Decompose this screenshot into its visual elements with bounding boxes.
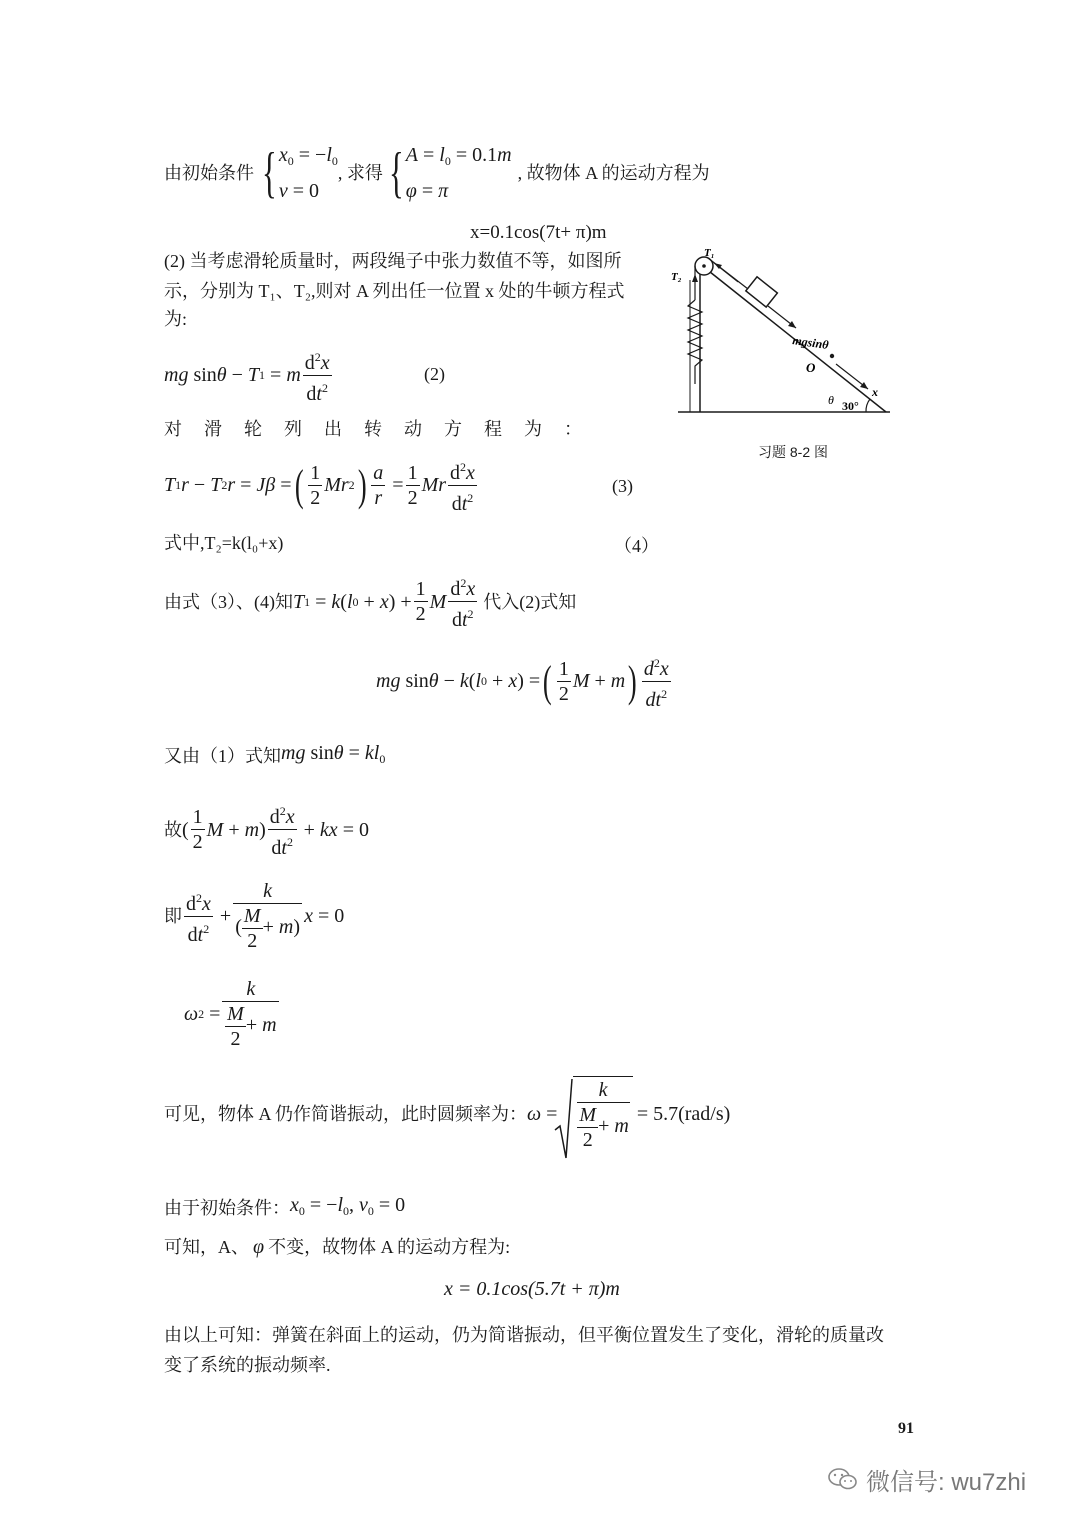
paragraph-2-line-1: (2) 当考虑滑轮质量时，两段绳子中张力数值不等，如图所	[164, 251, 622, 271]
page-number: 91	[898, 1420, 914, 1437]
phase-line-suffix: 不变，故物体 A 的运动方程为:	[268, 1237, 511, 1257]
tension-t2-line: 式中,T₂=k(l₀+x)	[164, 533, 284, 553]
init-condition-line	[164, 138, 710, 208]
omega-squared: ω 2 = k $\frac{M}{2}$ + m	[184, 978, 281, 1050]
solve-text: , 求得	[337, 163, 383, 183]
phase-line-prefix: 可知，A、	[164, 1237, 249, 1257]
left-brace: {	[388, 142, 404, 204]
combined-eq-line	[164, 572, 576, 631]
motion-equation-1: x=0.1cos(7t+ π)m	[470, 222, 607, 243]
combined-eq-suffix: 代入(2)式知	[483, 591, 577, 612]
conclusion-line-1: 由以上可知：弹簧在斜面上的运动，仍为简谐振动，但平衡位置发生了变化，滑轮的质量改	[164, 1325, 884, 1345]
label-x: x	[872, 385, 878, 399]
init-condition-system: $x_0 = -l_0$ v = 0	[278, 144, 338, 202]
equation-number-2: (2)	[424, 364, 445, 384]
label-t2: T₂	[671, 271, 682, 283]
angle-arc	[866, 399, 870, 412]
therefore-equation: 故 ( $\frac{1}{2}$ M + m ) $\frac{d^2x}{dt^2}$ + kx = 0	[164, 800, 369, 859]
equation-number-3: (3)	[612, 476, 633, 496]
label-angle: 30°	[842, 399, 859, 413]
combined-eq-prefix: 由式（3）、(4)知	[164, 591, 293, 612]
label-force: mgsinθ	[791, 333, 830, 353]
wechat-icon	[828, 1467, 858, 1493]
block	[746, 277, 778, 307]
combined-motion-equation: mg sin θ − k ( l 0 + x ) = ( $\frac{1}{2}$ M + m ) $\frac{d^2x}{dt^2}$	[376, 652, 673, 711]
left-brace: {	[262, 142, 277, 204]
pulley-rotation-intro: 对滑轮列出转动方程为：	[164, 419, 604, 439]
label-o: O	[806, 360, 816, 375]
angular-frequency-prefix: 可见，物体 A 仍作简谐振动，此时圆频率为：	[164, 1103, 528, 1124]
watermark	[828, 1462, 1026, 1497]
incline-diagram	[668, 244, 898, 424]
angular-frequency-value: = 5.7(rad/s)	[636, 1102, 731, 1125]
conclusion-line-2: 变了系统的振动频率.	[164, 1355, 331, 1375]
paragraph-2-line-2: 示，分别为 T₁、T₂,则对 A 列出任一位置 x 处的牛顿方程式	[164, 281, 625, 301]
t1-expression: T 1 = k ( l 0 + x ) + $\frac{1}{2}$ M $\frac{d^2x}{dt^2}$	[293, 572, 479, 631]
equilibrium-prefix: 又由（1）式知	[164, 746, 281, 766]
paragraph-2-line-3: 为:	[164, 309, 188, 329]
phase-unchanged-line: 可知，A、 φ 不变，故物体 A 的运动方程为:	[164, 1236, 511, 1258]
equilibrium-point	[830, 354, 834, 358]
rotation-equation: T 1 r − T 2 r = Jβ = ( $\frac{1}{2}$ Mr 2 ) $\frac{a}{r}$ = $\frac{1}{2}$ Mr $\frac{d^2x}{dt^2}$	[164, 456, 479, 515]
equation-number-4: （4）	[614, 536, 659, 556]
equilibrium-line: 又由（1）式知 mg $\sin\theta = kl_0$	[164, 742, 386, 766]
square-root: k $\frac{M}{2}$ + m	[557, 1076, 632, 1151]
init-condition-prefix: 由初始条件	[164, 163, 254, 183]
initial-conditions-line: 由于初始条件： $x_0 = -l_0$, $v_0 = 0$	[164, 1194, 406, 1218]
initial-conditions-prefix: 由于初始条件：	[164, 1198, 290, 1218]
amplitude-phase-system: $A = l_0 = 0.1m$ φ = π	[405, 144, 512, 202]
watermark-text: 微信号: wu7zhi	[866, 1469, 1027, 1496]
namely-equation: 即 $\frac{d^2x}{dt^2}$ + k ( $\frac{M}{2}$ + m) x = 0	[164, 880, 345, 952]
label-t1: T₁	[704, 247, 715, 259]
angular-frequency-line: 可见，物体 A 仍作简谐振动，此时圆频率为： ω = k $\frac{M}{2}$ + m = 5.7(rad/s)	[164, 1076, 730, 1151]
t2-arrowhead	[692, 274, 698, 282]
label-theta: θ	[828, 393, 834, 407]
newton-equation: mg sin θ − T 1 = m $\frac{d^2x}{dt^2}$	[164, 346, 334, 405]
diagram-caption: 习题 8-2 图	[758, 444, 829, 460]
motion-eq-intro: , 故物体 A 的运动方程为	[517, 163, 710, 183]
final-motion-equation: x = 0.1cos(5.7t + π)m	[444, 1278, 620, 1300]
therefore-label: 故	[164, 819, 182, 840]
namely-label: 即	[164, 906, 182, 926]
pulley-center	[702, 264, 706, 268]
